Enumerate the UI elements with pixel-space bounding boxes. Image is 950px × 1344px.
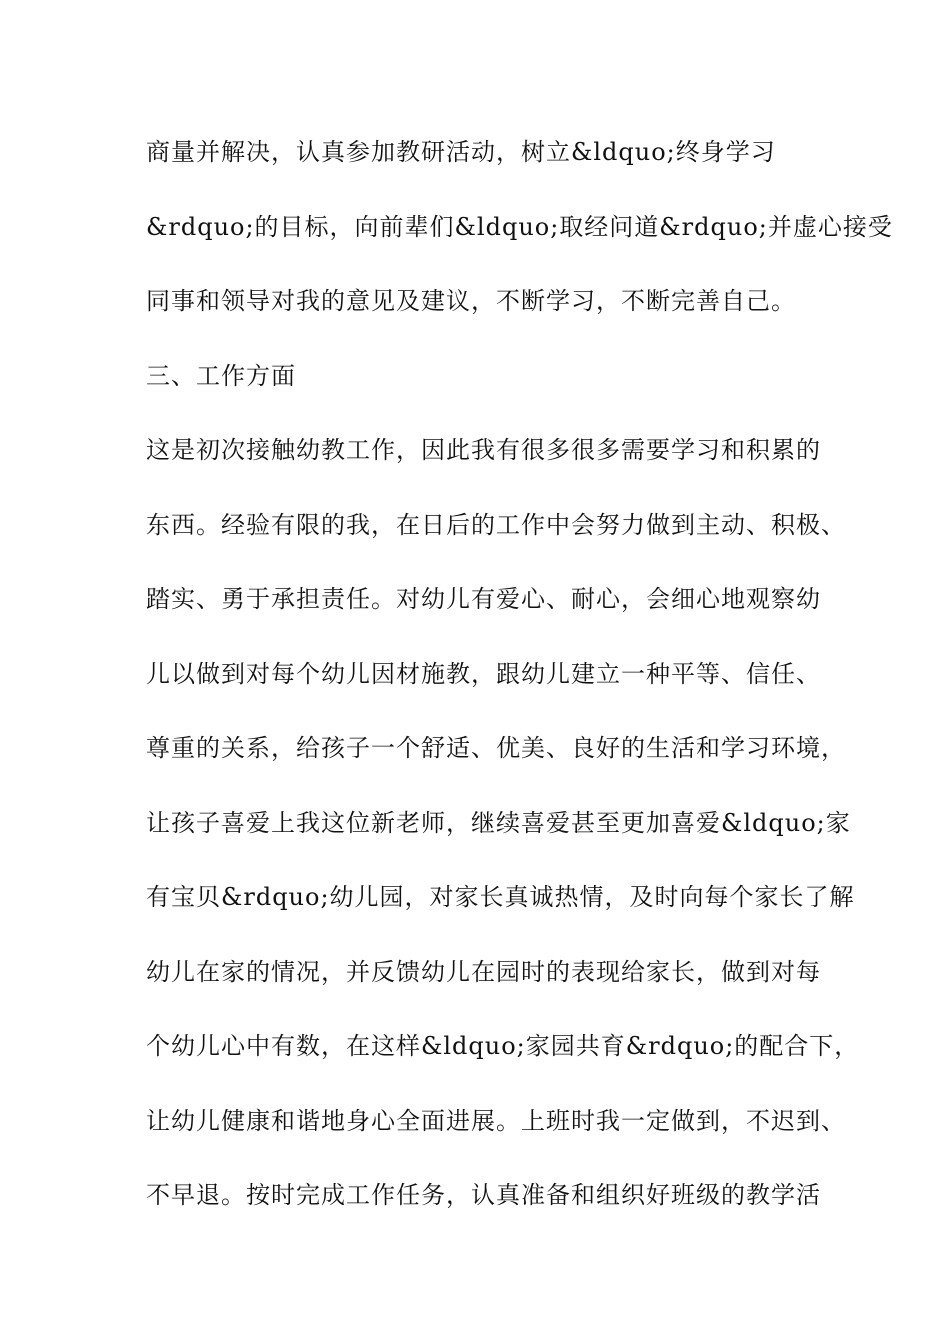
text-line: &rdquo;的目标，向前辈们&ldquo;取经问道&rdquo;并虚心接受 <box>146 213 893 241</box>
text-line: 让孩子喜爱上我这位新老师，继续喜爱甚至更加喜爱&ldquo;家 <box>146 809 851 837</box>
text-line: 不早退。按时完成工作任务，认真准备和组织好班级的教学活 <box>146 1181 821 1209</box>
section-heading: 三、工作方面 <box>146 362 296 390</box>
text-line: 让幼儿健康和谐地身心全面进展。上班时我一定做到，不迟到、 <box>146 1107 846 1135</box>
text-line: 东西。经验有限的我，在日后的工作中会努力做到主动、积极、 <box>146 511 846 539</box>
text-line: 商量并解决，认真参加教研活动，树立&ldquo;终身学习 <box>146 138 776 166</box>
text-line: 踏实、勇于承担责任。对幼儿有爱心、耐心，会细心地观察幼 <box>146 585 821 613</box>
text-line: 幼儿在家的情况，并反馈幼儿在园时的表现给家长，做到对每 <box>146 958 821 986</box>
text-line: 儿以做到对每个幼儿因材施教，跟幼儿建立一种平等、信任、 <box>146 660 821 688</box>
text-line: 有宝贝&rdquo;幼儿园，对家长真诚热情，及时向每个家长了解 <box>146 883 855 911</box>
text-line: 同事和领导对我的意见及建议，不断学习，不断完善自己。 <box>146 287 796 315</box>
text-line: 这是初次接触幼教工作，因此我有很多很多需要学习和积累的 <box>146 436 821 464</box>
text-line: 尊重的关系，给孩子一个舒适、优美、良好的生活和学习环境， <box>146 734 846 762</box>
text-line: 个幼儿心中有数，在这样&ldquo;家园共育&rdquo;的配合下， <box>146 1032 860 1060</box>
